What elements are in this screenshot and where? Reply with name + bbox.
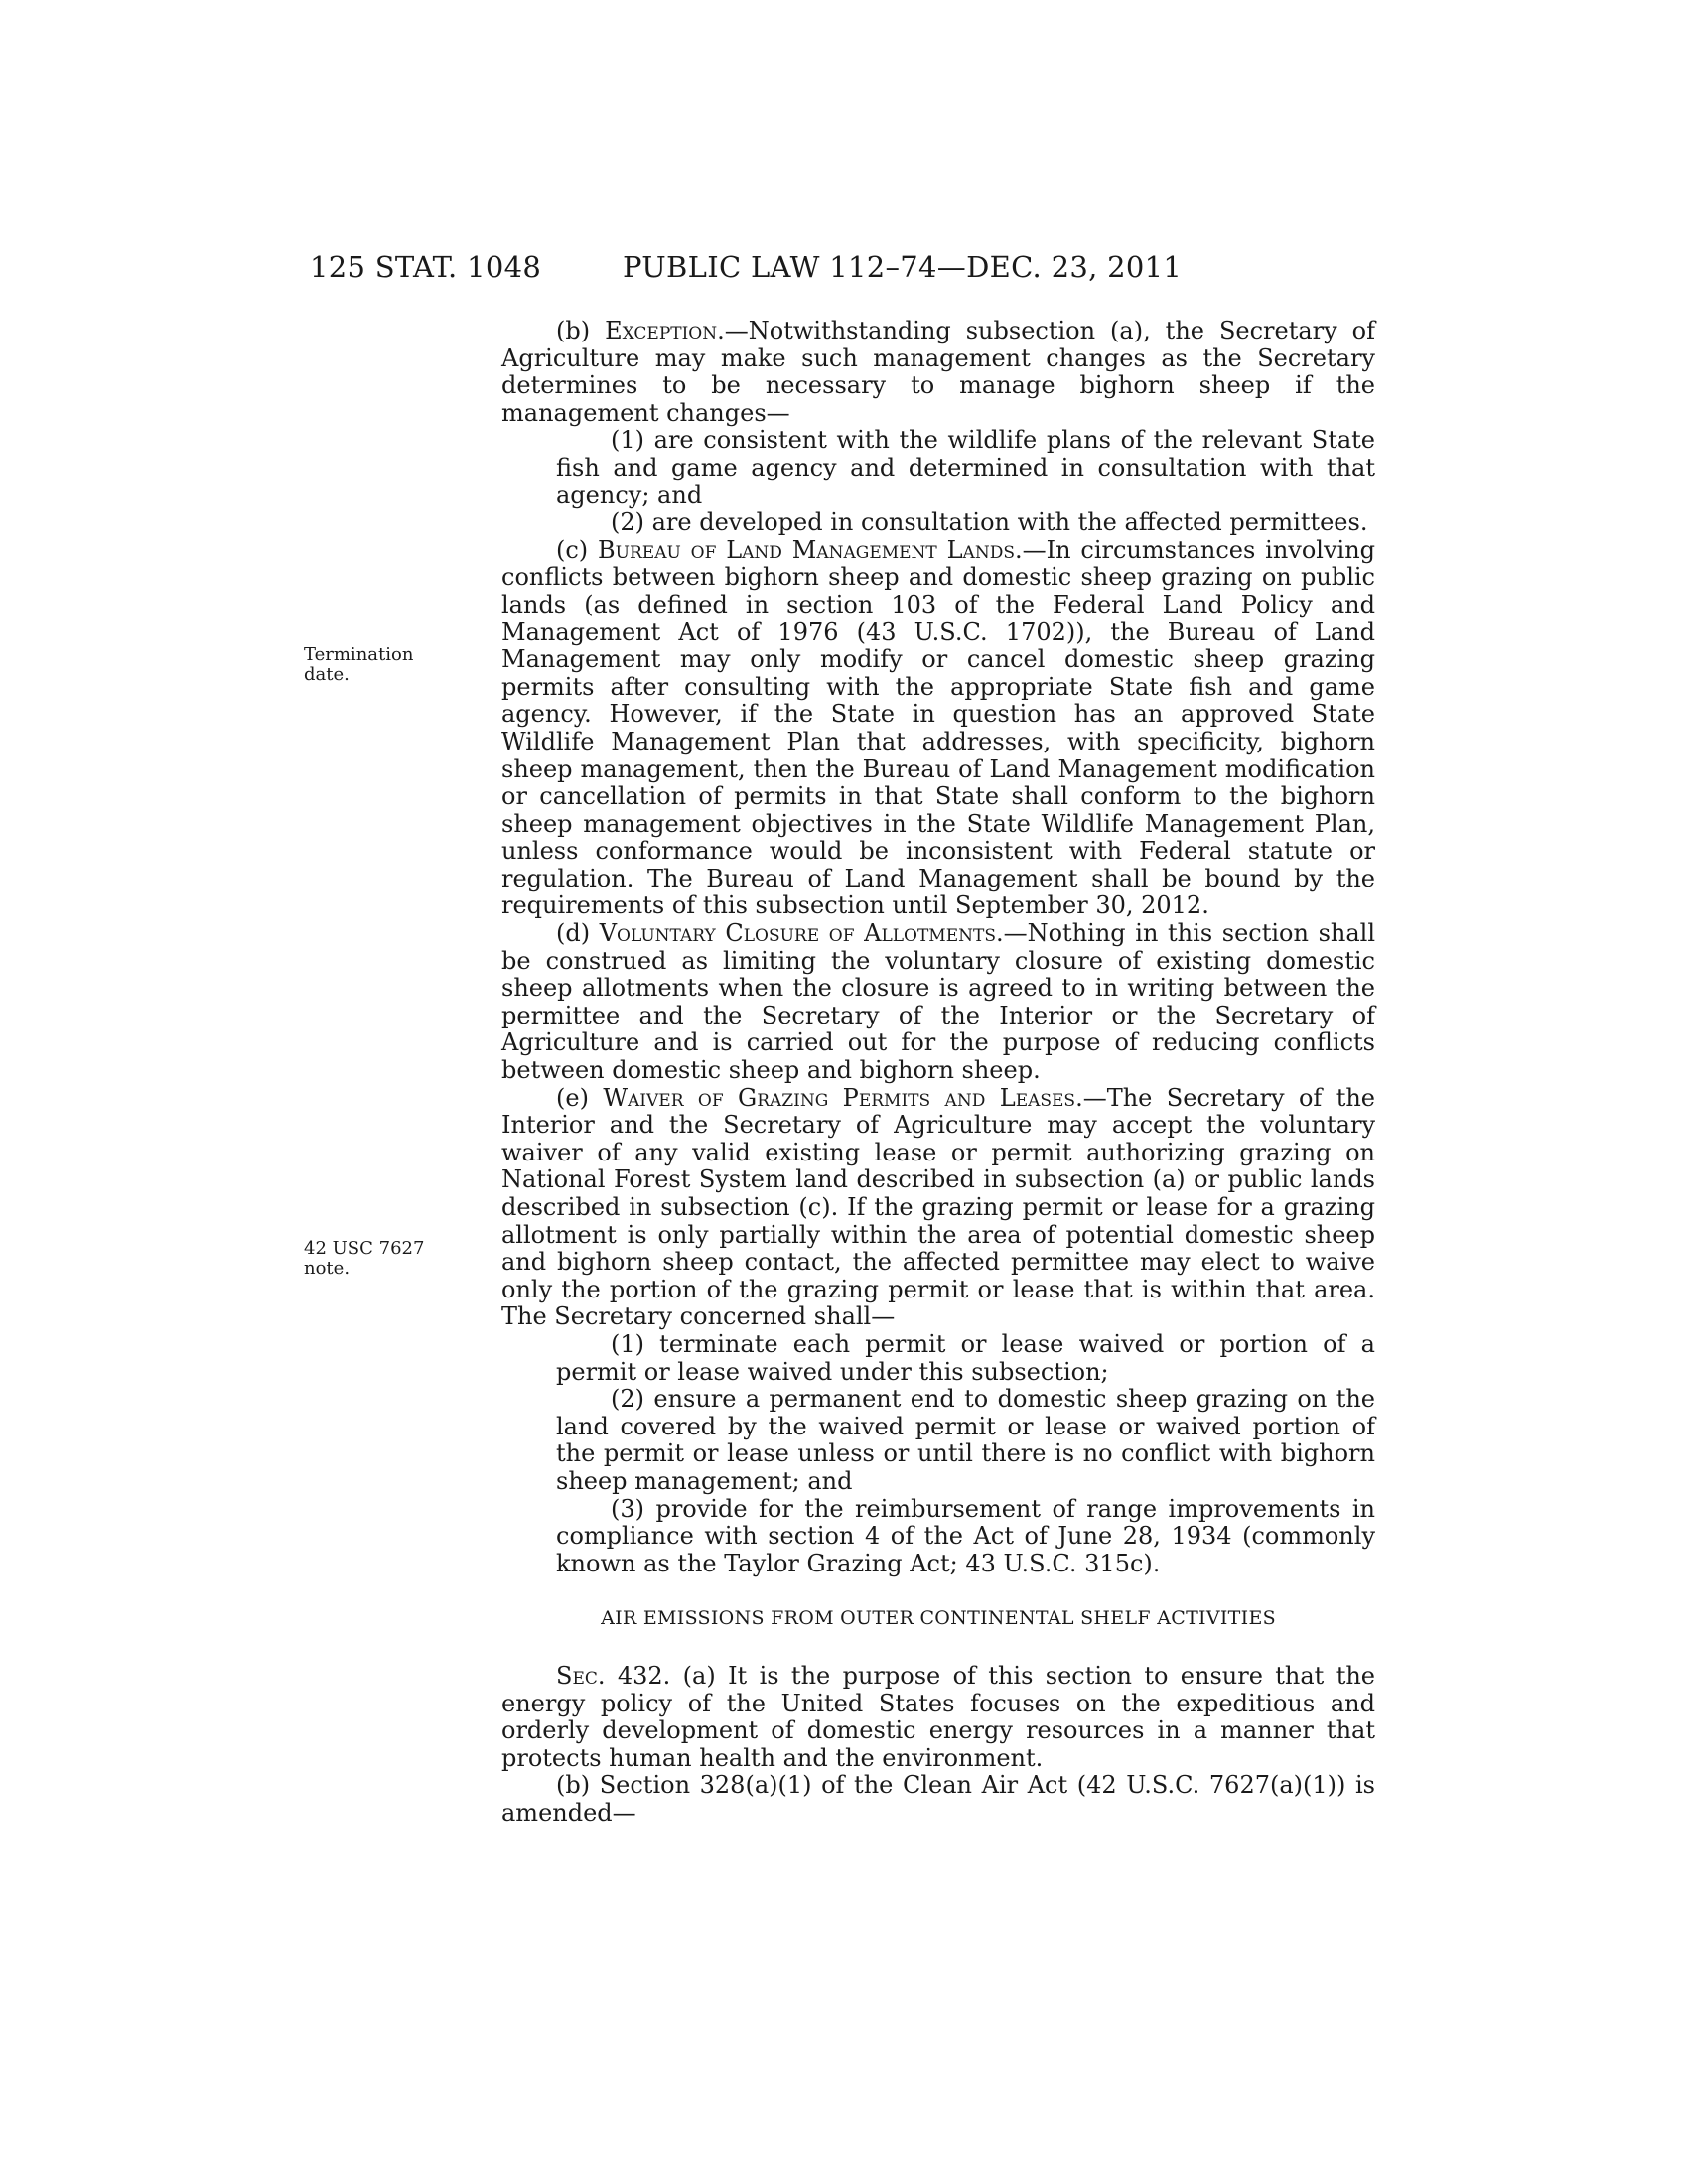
subsection-b-caption: Exception. <box>605 317 725 344</box>
subsection-b: (b) Exception.—Notwithstanding subsection (a), the Secretary of Agriculture may make such management changes as the Secretary determines to be necessary to manage bighorn sheep if the management changes— <box>501 317 1376 427</box>
section-432-b: (b) Section 328(a)(1) of the Clean Air Act (42 U.S.C. 7627(a)(1)) is amended— <box>501 1771 1375 1827</box>
stat-reference: 125 STAT. 1048 <box>310 250 542 284</box>
subsection-e-caption: Waiver of Grazing Permits and Leases. <box>603 1083 1083 1112</box>
subsection-b-item-1: (1) are consistent with the wildlife plans of the relevant State fish and game agency and determined in consultation with that agency; and <box>556 426 1375 509</box>
margin-note-termination: Termination date. <box>304 644 414 685</box>
section-432-a: Sec. 432. (a) It is the purpose of this section to ensure that the energy policy of the United States focuses on the expeditious and orderly development of domestic energy resources in a manner that protects human health and the environment. <box>501 1661 1375 1772</box>
subsection-e-item-3: (3) provide for the reimbursement of range improvements in compliance with section 4 of the Act of June 28, 1934 (commonly known as the Taylor Grazing Act; 43 U.S.C. 315c). <box>556 1494 1375 1577</box>
subsection-c-caption: Bureau of Land Management Lands. <box>598 535 1023 564</box>
subsection-b-item-2: (2) are developed in consultation with the affected permittees. <box>611 508 1368 537</box>
public-law-title: PUBLIC LAW 112–74—DEC. 23, 2011 <box>623 250 1183 284</box>
subsection-c: (c) Bureau of Land Management Lands.—In circumstances involving conflicts between bighorn sheep and domestic sheep grazing on public lands (as defined in section 103 of the Federal Land Policy and Management Act of 1976 (43 U.S.C. 1702)), the Bureau of Land Management may only modify or cancel domestic sheep grazing permits after consulting with the appropriate State fish and game agency. However, if the State in question has an approved State Wildlife Management Plan that addresses, with specificity, bighorn sheep management, then the Bureau of Land Management modification or cancellation of permits in that State shall conform to the bighorn sheep management objectives in the State Wildlife Management Plan, unless conformance would be inconsistent with Federal statute or regulation. The Bureau of Land Management shall be bound by the requirements of this subsection until September 30, 2012. <box>501 535 1376 920</box>
subsection-e: (e) Waiver of Grazing Permits and Leases.—The Secretary of the Interior and the Secretary of Agriculture may accept the voluntary waiver of any valid existing lease or permit authorizing grazing on National Forest System land described in subsection (a) or public lands described in subsection (c). If the grazing permit or lease for a grazing allotment is only partially within the area of potential domestic sheep and bighorn sheep contact, the affected permittee may elect to waive only the portion of the grazing permit or lease that is within that area. The Secretary concerned shall— <box>501 1083 1375 1331</box>
subsection-e-item-2: (2) ensure a permanent end to domestic sheep grazing on the land covered by the waived permit or lease or waived portion of the permit or lease unless or until there is no conflict with bighorn sheep management; and <box>556 1385 1375 1495</box>
document-body <box>501 318 1375 1827</box>
subsection-d-caption: Voluntary Closure of Allotments. <box>599 919 1004 948</box>
page-header <box>310 250 1392 290</box>
section-heading-air-emissions: AIR EMISSIONS FROM OUTER CONTINENTAL SHELF ACTIVITIES <box>601 1607 1276 1630</box>
subsection-d: (d) Voluntary Closure of Allotments.—Nothing in this section shall be construed as limiting the voluntary closure of existing domestic sheep allotments when the closure is agreed to in writing between the permittee and the Secretary of the Interior or the Secretary of Agriculture and is carried out for the purpose of reducing conflicts between domestic sheep and bighorn sheep. <box>501 919 1375 1085</box>
margin-note-usc: 42 USC 7627 note. <box>304 1238 425 1279</box>
subsection-e-item-1: (1) terminate each permit or lease waived or portion of a permit or lease waived under this subsection; <box>556 1329 1375 1386</box>
